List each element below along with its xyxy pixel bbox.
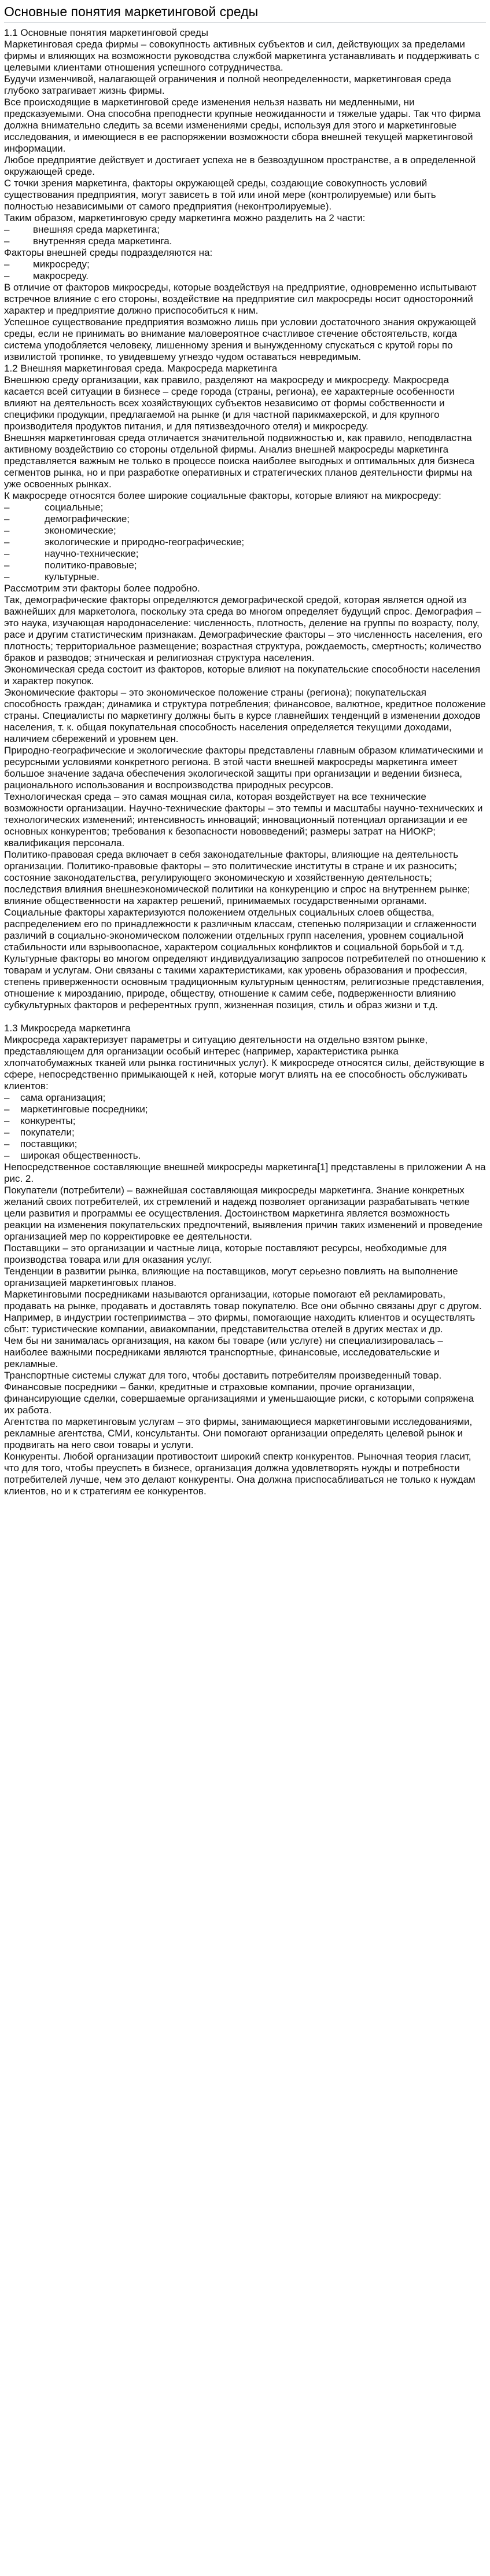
paragraph: Тенденции в развитии рынка, влияющие на поставщиков, могут серьезно повлиять на выполнение организацией маркетинговых планов.: [4, 1266, 458, 1288]
blank-line: [4, 1011, 486, 1023]
list-item: – социальные;: [4, 502, 104, 513]
paragraph: Экономические факторы – это экономическое положение страны (региона); покупательская способность граждан; динамика и структура потребления; финансовое, валютное, кредитное положение страны. Специалисты по маркетингу должны быть в курсе главнейших тенденций в изменении доходов населения, т. к. общая покупательная способность населения определяется текущими доходами, наличием сбережений и уровнем цен.: [4, 687, 486, 744]
paragraph: Непосредственное составляющие внешней микросреды маркетинга[1] представлены в приложении А на рис. 2.: [4, 1162, 486, 1184]
paragraph: Рассмотрим эти факторы более подробно.: [4, 583, 200, 594]
list-item: – экономические;: [4, 525, 116, 536]
environment-parts-list: [4, 224, 486, 247]
list-item: – макросреду.: [4, 270, 89, 281]
paragraph: Успешное существование предприятия возможно лишь при условии достаточного знания окружающей среды, если не принимать во внимание маловероятное счастливое стечение обстоятельств, когда система уподобляется человеку, лишенному зрения и вынужденному спускаться с крутой горы по извилистой тропинке, то увидевшему угнездо чудом оставаться невредимым.: [4, 317, 476, 362]
paragraph: Культурные факторы во многом определяют индивидуализацию запросов потребителей по отношению к товарам и услугам. Они связаны с такими характеристиками, как уровень образования и профессия, степень приверженности основным традиционным культурным ценностям, религиозные представления, отношение к мирозданию, природе, обществу, отношение к самим себе, подверженности влиянию субкультурных факторов и референтных групп, жизненная позиция, стиль и образ жизни и т.д.: [4, 953, 486, 1010]
section-heading: 1.3 Микросреда маркетинга: [4, 1023, 131, 1034]
list-item: – культурные.: [4, 571, 100, 582]
section-heading: 1.2 Внешняя маркетинговая среда. Макросреда маркетинга: [4, 363, 278, 374]
paragraph: Технологическая среда – это самая мощная сила, которая воздействует на все технические возможности организации. Научно-технические факторы – это темпы и масштабы научно-технических и технологических изменений; интенсивность инноваций; инновационный потенциал организации и ее основных конкурентов; требования к безопасности нововведений; размеры затрат на НИОКР; квалификация персонала.: [4, 791, 483, 848]
macro-factors-list: [4, 502, 486, 583]
list-item: – экологические и природно-географические;: [4, 536, 245, 547]
paragraph: Транспортные системы служат для того, чтобы доставить потребителям произведенный товар.: [4, 1370, 442, 1381]
list-item: – внутренняя среда маркетинга.: [4, 236, 172, 247]
paragraph: Социальные факторы характеризуются положением отдельных социальных слоев общества, распределением его по принадлежности к различным классам, степенью поляризации и сглаженности различий в социально-экономическом положении отдельных групп населения, уровнем социальной стабильности или взрывоопасное, характером социальных конфликтов и социальной борьбой и т.д.: [4, 907, 477, 953]
paragraph: В отличие от факторов микросреды, которые воздействуя на предприятие, одновременно испытывают встречное влияние с его стороны, воздействие на предприятие сил макросреды носит односторонний характер и предприятие должно приспособиться к ним.: [4, 282, 477, 316]
paragraph: Любое предприятие действует и достигает успеха не в безвоздушном пространстве, а в определенной окружающей среде.: [4, 155, 476, 177]
list-item: – покупатели;: [4, 1127, 75, 1138]
paragraph: Маркетинговыми посредниками называются организации, которые помогают ей рекламировать, продавать на рынке, продавать и доставлять товар покупателю. Все они обычно связаны друг с другом.: [4, 1289, 482, 1311]
section-heading: 1.1 Основные понятия маркетинговой среды: [4, 27, 208, 38]
paragraph: К макросреде относятся более широкие социальные факторы, которые влияют на микросреду:: [4, 490, 441, 501]
paragraph: Поставщики – это организации и частные лица, которые поставляют ресурсы, необходимые для производства товара или для оказания услуг.: [4, 1243, 447, 1265]
paragraph: Микросреда характеризует параметры и ситуацию деятельности на отдельно взятом рынке, представляющем для организации особый интерес (например, характеристика рынка хлопчатобумажных тканей или рынка гостиничных услуг). К микросреде относятся силы, действующие в сфере, непосредственно примыкающей к ней, которые могут влиять на ее способность обслуживать клиентов:: [4, 1034, 485, 1092]
list-item: – политико-правовые;: [4, 560, 137, 571]
paragraph: Агентства по маркетинговым услугам – это фирмы, занимающиеся маркетинговыми исследованиями, рекламные агентства, СМИ, консультанты. Они помогают организации определять целевой рынок и продвигать на него свои товары и услуги.: [4, 1416, 473, 1450]
list-item: – демографические;: [4, 513, 130, 524]
paragraph: Так, демографические факторы определяются демографической средой, которая является одной из важнейших для маркетолога, поскольку эта среда во многом определяет будущий спрос. Демография – это наука, изучающая народонаселение: численность, плотность, деление на группы по возрасту, полу, расе и другим статистическим признакам. Демографические факторы – это численность населения, его плотность; территориальное размещение; возрастная структура, рождаемость, смертность; количество браков и разводов; этническая и религиозная структура населения.: [4, 594, 482, 663]
paragraph: Например, в индустрии гостеприимства – это фирмы, помогающие находить клиентов и осуществлять сбыт: туристические компании, авиакомпании, представительства отелей в других местах и др.: [4, 1312, 476, 1335]
list-item: – сама организация;: [4, 1092, 106, 1103]
paragraph: С точки зрения маркетинга, факторы окружающей среды, создающие совокупность условий существования предприятия, могут зависеть в той или иной мере (контролируемые) или быть полностью независимыми от самого предприятия (неконтролируемые).: [4, 178, 436, 212]
list-item: – маркетинговые посредники;: [4, 1104, 148, 1115]
paragraph: Политико-правовая среда включает в себя законодательные факторы, влияющие на деятельность организации. Политико-правовые факторы – это политические институты в стране и их разносить; состояние законодательства, регулирующего экономическую и хозяйственную деятельность; последствия влияния внешнеэкономической политики на конкуренцию и спрос на внутреннем рынке; влияние общественности на характер решений, принимаемых государственными органами.: [4, 849, 470, 906]
paragraph: Все происходящие в маркетинговой среде изменения нельзя назвать ни медленными, ни предсказуемыми. Она способна преподнести крупные неожиданности и тяжелые удары. Так что фирма должна внимательно следить за всеми изменениями среды, используя для этого и маркетинговые исследования, и имеющиеся в ее распоряжении возможности сбора внешней текущей маркетинговой информации.: [4, 97, 481, 154]
external-factors-list: [4, 259, 486, 282]
list-item: – поставщики;: [4, 1138, 78, 1149]
list-item: – широкая общественность.: [4, 1150, 141, 1161]
list-item: – внешняя среда маркетинга;: [4, 224, 160, 235]
list-item: – научно-технические;: [4, 548, 139, 559]
paragraph: Финансовые посредники – банки, кредитные и страховые компании, прочие организации, финансирующие сделки, совершаемые организациями и уменьшающие риски, с которыми сопряжена их работа.: [4, 1381, 474, 1416]
paragraph: Внешнюю среду организации, как правило, разделяют на макросреду и микросреду. Макросреда касается всей ситуации в бизнесе – среде города (страны, региона), ее характерные особенности влияют на деятельность всех хозяйствующих субъектов независимо от формы собственности и специфики продукции, предлагаемой на рынке (и для частной парикмахерской, и для крупного производителя продуктов питания, и для пятизвездочного отеля) и микросреду.: [4, 374, 455, 432]
paragraph: Будучи изменчивой, налагающей ограничения и полной неопределенности, маркетинговая среда глубоко затрагивает жизнь фирмы.: [4, 74, 451, 96]
micro-forces-list: [4, 1092, 486, 1162]
paragraph: Покупатели (потребители) – важнейшая составляющая микросреды маркетинга. Знание конкретных желаний своих потребителей, их стремлений и надежд позволяет организации разрабатывать четкие цели развития и программы ее осуществления. Достоинством маркетинга является возможность реакции на изменения покупательских предпочтений, выявления причин таких изменений и проведение организацией мер по корректировке ее деятельности.: [4, 1185, 483, 1242]
paragraph: Экономическая среда состоит из факторов, которые влияют на покупательские способности населения и характер покупок.: [4, 664, 481, 686]
paragraph: Факторы внешней среды подразделяются на:: [4, 247, 213, 258]
paragraph: Конкуренты. Любой организации противостоит широкий спектр конкурентов. Рыночная теория гласит, что для того, чтобы преуспеть в бизнесе, организация должна удовлетворять нужды и потребности потребителей лучше, чем это делают конкуренты. Она должна приспосабливаться не только к нуждам клиентов, но и к стратегиям ее конкурентов.: [4, 1451, 476, 1497]
paragraph: Природно-географические и экологические факторы представлены главным образом климатическими и ресурсными условиями конкретного региона. В этой части внешней макросреды маркетинга имеет большое значение задача обеспечения экологической защиты при организации и ведении бизнеса, рационального использования и воспроизводства природных ресурсов.: [4, 745, 484, 791]
list-item: – конкуренты;: [4, 1115, 76, 1126]
paragraph: Таким образом, маркетинговую среду маркетинга можно разделить на 2 части:: [4, 212, 366, 223]
list-item: – микросреду;: [4, 259, 90, 270]
paragraph: Внешняя маркетинговая среда отличается значительной подвижностью и, как правило, неподвластна активному воздействию со стороны отдельной фирмы. Анализ внешней макросреды маркетинга представляется важным не только в процессе поиска наиболее выгодных и оптимальных для бизнеса сегментов рынка, но и при разработке оперативных и стратегических планов деятельности фирмы на уже освоенных рынках.: [4, 432, 475, 490]
paragraph: Маркетинговая среда фирмы – совокупность активных субъектов и сил, действующих за пределами фирмы и влияющих на возможности руководства службой маркетинга устанавливать и поддерживать с целевыми клиентами отношения успешного сотрудничества.: [4, 39, 480, 73]
paragraph: Чем бы ни занималась организация, на каком бы товаре (или услуге) ни специализировалась – наиболее важными посредниками являются транспортные, финансовые, исследовательские и рекламные.: [4, 1335, 443, 1369]
page-title: Основные понятия маркетинговой среды: [4, 3, 486, 23]
